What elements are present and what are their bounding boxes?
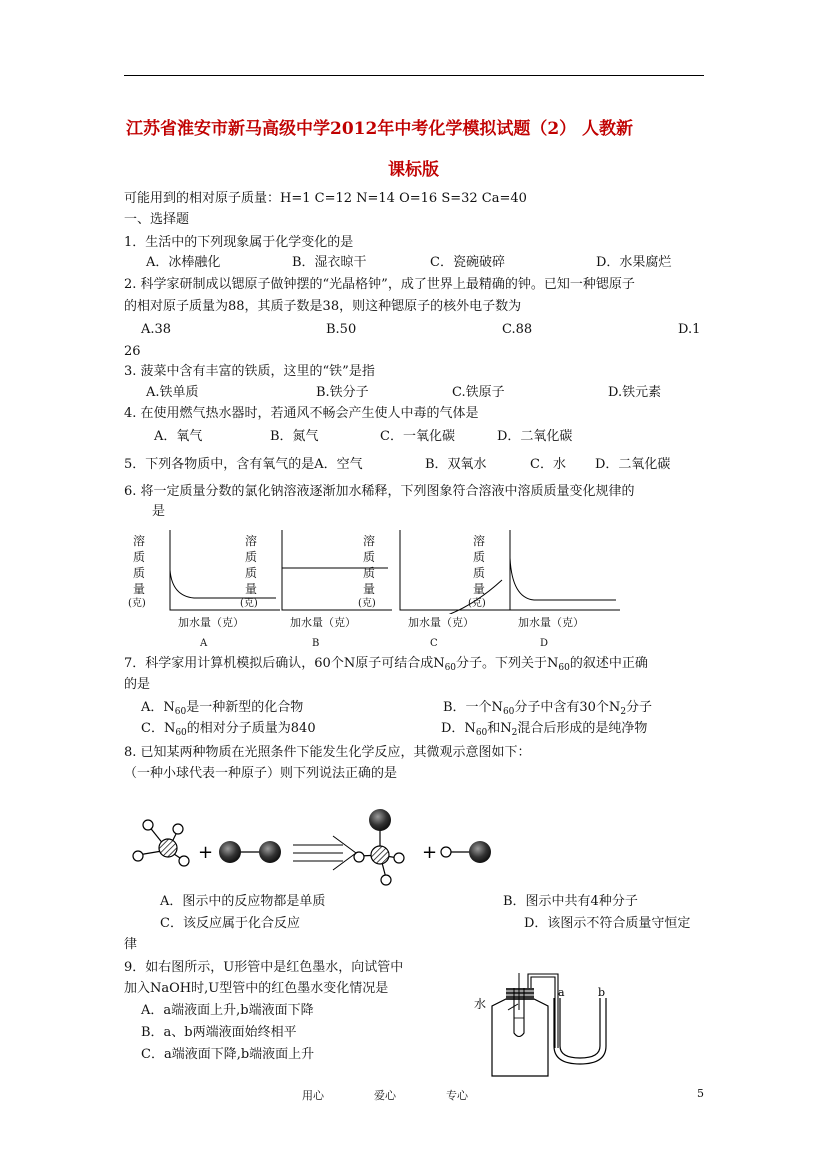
graph-ylabel-char: 质 [132,566,145,580]
q2-option-d-cont: 26 [124,344,141,359]
footer-text-2: 爱心 [374,1089,396,1102]
q7-option-a: A．$N_{60}$是一种新型的化合物 [141,700,304,717]
graph-ylabel-char: 质 [244,566,257,580]
reaction-arrow [293,836,356,870]
q6-graph-b [240,528,360,653]
q2-option-b: B.50 [326,322,357,337]
q1-option-b: B．湿衣晾干 [292,255,367,270]
title-line-1: 江苏省淮安市新马高级中学2012年中考化学模拟试题（2） 人教新 [126,119,634,139]
label-water: 水 [474,997,487,1011]
svg-text:+: + [198,842,214,863]
q5-stem: 5．下列各物质中，含有氧气的是A．空气 [124,457,363,472]
graph-ylabel-char: 量 [472,582,485,596]
graph-xlabel: 加水量（克） [178,616,244,629]
title-line-2: 课标版 [388,160,439,180]
graph-ylabel-char: 质 [472,550,485,564]
bottle [492,998,548,1076]
q4-option-a: A．氧气 [154,429,203,444]
q1-option-d: D．水果腐烂 [596,255,672,270]
graph-letter: A [200,638,208,649]
graph-ylabel-char: 量 [132,582,145,596]
q7-option-b: B．一个$N_{60}$分子中含有30个$N_2$分子 [443,700,653,717]
footer-text-1: 用心 [302,1089,324,1102]
q8-option-b: B．图示中共有4种分子 [503,894,638,909]
q8-line-1: 8. 已知某两种物质在光照条件下能发生化学反应，其微观示意图如下： [124,745,531,760]
q3-option-a: A.铁单质 [146,385,199,400]
q9-line-2: 加入NaOH时,U型管中的红色墨水变化情况是 [124,981,389,996]
q2-option-d: D.1 [678,322,701,337]
q8-reaction-diagram [128,800,508,895]
q9-apparatus-diagram [470,968,640,1083]
graph-ylabel-char: 质 [472,566,485,580]
q3-stem: 3. 菠菜中含有丰富的铁质，这里的“铁”是指 [124,364,375,379]
q6-line-2: 是 [152,504,166,519]
graph-yunit: (克) [240,598,258,609]
q4-stem: 4. 在使用燃气热水器时，若通风不畅会产生使人中毒的气体是 [124,406,479,421]
page-number: 5 [697,1087,704,1100]
q8-option-c: C．该反应属于化合反应 [160,916,300,931]
q3-option-c: C.铁原子 [452,385,505,400]
graph-ylabel-char: 量 [244,582,257,596]
q6-graph-a [128,528,248,653]
label-b: b [598,986,606,999]
graph-letter: D [540,638,549,649]
graph-plot [504,528,622,614]
graph-curve [510,558,616,600]
graph-ylabel-char: 溶 [244,534,257,548]
q5-option-d: D．二氧化碳 [595,457,671,472]
q4-option-b: B．氮气 [270,429,319,444]
graph-ylabel-char: 质 [362,550,375,564]
label-a: a [558,986,565,999]
graph-xlabel: 加水量（克） [408,616,474,629]
q6-graph-d [468,528,588,653]
q1-option-a: A．冰棒融化 [146,255,221,270]
footer-text-3: 专心 [446,1089,468,1102]
q8-line-2: （一种小球代表一种原子）则下列说法正确的是 [124,766,398,781]
q2-option-c: C.88 [502,322,533,337]
section-heading: 一、选择题 [124,212,190,227]
graph-ylabel-char: 溶 [362,534,375,548]
graph-letter: B [312,638,320,649]
atomic-mass-line: 可能用到的相对原子质量：H=1 C=12 N=14 O=16 S=32 Ca=40 [124,191,527,206]
graph-xlabel: 加水量（克） [290,616,356,629]
u-tube [554,998,606,1064]
q4-option-d: D．二氧化碳 [497,429,573,444]
q2-line-2: 的相对原子质量为88，其质子数是38，则这种锶原子的核外电子数为 [124,299,522,314]
q5-option-b: B．双氧水 [425,457,487,472]
graph-yunit: (克) [358,598,376,609]
q3-option-b: B.铁分子 [316,385,369,400]
graph-ylabel-char: 量 [362,582,375,596]
q8-option-d: D．该图示不符合质量守恒定 [524,916,691,931]
graph-ylabel-char: 溶 [472,534,485,548]
q8-option-d-cont: 律 [124,937,138,952]
q8-option-a: A．图示中的反应物都是单质 [160,894,326,909]
q1-option-c: C．瓷碗破碎 [430,255,505,270]
q1-stem: 1．生活中的下列现象属于化学变化的是 [124,235,354,250]
q9-line-1: 9．如右图所示，U形管中是红色墨水，向试管中 [124,960,404,975]
graph-ylabel-char: 溶 [132,534,145,548]
q5-option-c: C．水 [530,457,566,472]
graph-ylabel-char: 质 [132,550,145,564]
svg-text:+: + [422,842,438,863]
q7-option-c: C．$N_{60}$的相对分子质量为840 [141,721,316,738]
q6-line-1: 6. 将一定质量分数的氯化钠溶液逐渐加水稀释，下列图象符合溶液中溶质质量变化规律的 [124,484,635,499]
product-molecule-1 [354,809,404,885]
q2-line-1: 2. 科学家研制成以锶原子做钟摆的“光晶格钟”，成了世界上最精确的钟。已知一种锶原子 [124,277,635,292]
graph-ylabel-char: 质 [244,550,257,564]
stopper [506,988,534,1000]
q9-option-b: B．a、b两端液面始终相平 [141,1025,297,1040]
reactant-molecule-1 [133,820,189,866]
graph-yunit: (克) [468,598,486,609]
q4-option-c: C．一氧化碳 [380,429,455,444]
graph-letter: C [430,638,438,649]
header-rule [124,75,704,76]
graph-ylabel-char: 质 [362,566,375,580]
q6-graph-c [358,528,478,653]
q3-option-d: D.铁元素 [608,385,662,400]
q7-line-2: 的是 [124,677,151,692]
q7-line-1: 7．科学家用计算机模拟后确认，60个N原子可结合成$N_{60}$分子。下列关于$N_{60}$的叙述中正确 [124,656,648,673]
q2-option-a: A.38 [141,322,172,337]
reactant-molecule-2 [219,841,281,863]
q7-option-d: D．$N_{60}$和$N_2$混合后形成的是纯净物 [441,721,648,738]
q9-option-c: C．a端液面下降,b端液面上升 [141,1047,315,1062]
product-molecule-2 [441,841,491,863]
q9-option-a: A．a端液面上升,b端液面下降 [141,1003,314,1018]
graph-xlabel: 加水量（克） [518,616,584,629]
graph-yunit: (克) [128,598,146,609]
